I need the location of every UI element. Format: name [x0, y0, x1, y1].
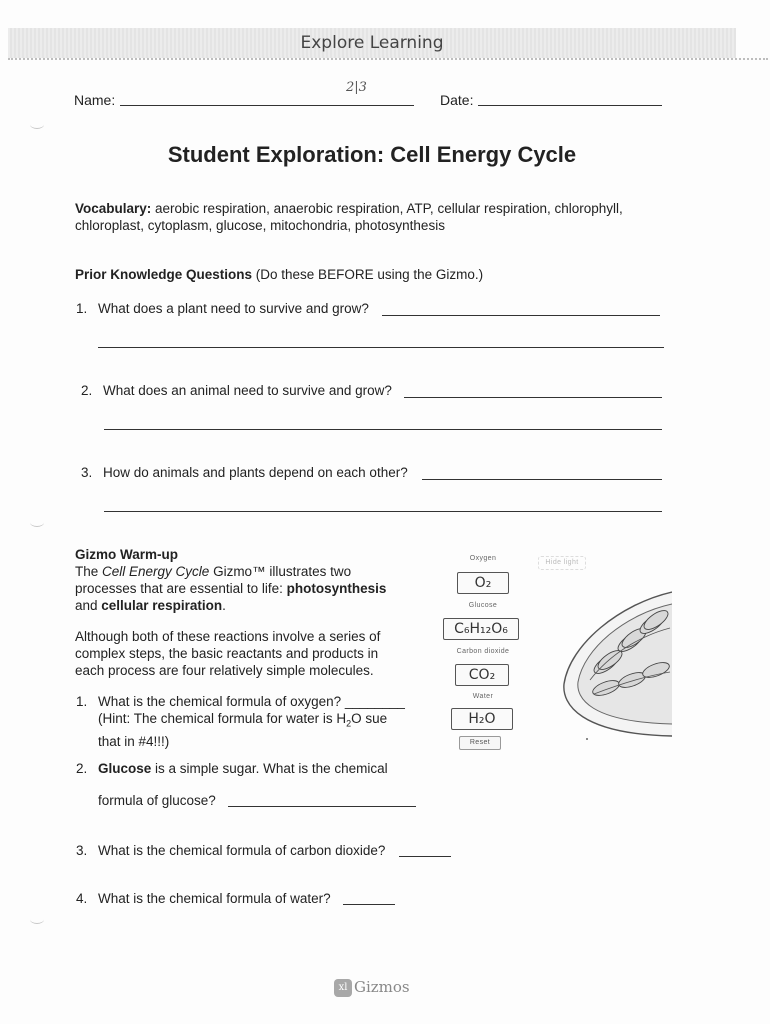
punch-hole-mark	[30, 120, 44, 129]
prior-knowledge-note: (Do these BEFORE using the Gizmo.)	[252, 267, 484, 282]
warmup-paragraph	[75, 628, 425, 679]
vocabulary-block	[75, 200, 695, 234]
chloroplast-illustration	[560, 584, 672, 738]
handwritten-note: 2|3	[346, 80, 367, 95]
date-field[interactable]	[478, 105, 662, 106]
term-cellular-respiration: cellular respiration	[101, 598, 223, 613]
intro-text: and	[75, 598, 102, 613]
date-label: Date:	[440, 92, 474, 108]
answer-line[interactable]	[422, 479, 662, 480]
name-label: Name:	[74, 92, 116, 108]
term-photosynthesis: photosynthesis	[286, 581, 387, 596]
gizmo-name: Cell Energy Cycle	[102, 564, 210, 579]
oxygen-molecule-button[interactable]: O₂	[457, 572, 509, 594]
vocabulary-label: Vocabulary:	[75, 201, 152, 216]
intro-text: processes that are essential to life:	[75, 581, 287, 596]
term-glucose: Glucose	[98, 761, 152, 776]
answer-line[interactable]	[228, 806, 416, 807]
warmup-question-1	[98, 693, 428, 750]
page-title: Student Exploration: Cell Energy Cycle	[167, 142, 577, 167]
hide-light-button[interactable]: Hide light	[538, 556, 586, 570]
intro-text: .	[222, 598, 226, 613]
vocabulary-line2: chloroplast, cytoplasm, glucose, mitochondria, photosynthesis	[75, 218, 445, 233]
paragraph-line: each process are four relatively simple molecules.	[75, 663, 374, 678]
footer-logo	[334, 978, 410, 997]
paragraph-line: Although both of these reactions involve a series of	[75, 629, 381, 644]
carbon-dioxide-label: Carbon dioxide	[456, 648, 510, 655]
answer-line[interactable]	[104, 429, 662, 430]
warmup-question-2-line2: formula of glucose?	[98, 793, 216, 808]
intro-text: Gizmo™ illustrates two	[209, 564, 352, 579]
brand-logo: Explore Learning	[300, 33, 444, 53]
subscript: 2	[346, 718, 352, 729]
question-number: 3.	[76, 843, 88, 858]
name-field[interactable]	[120, 105, 414, 106]
answer-line[interactable]	[104, 511, 662, 512]
warmup-question-4: What is the chemical formula of water?	[98, 891, 331, 906]
glucose-molecule-button[interactable]: C₆H₁₂O₆	[443, 618, 519, 640]
carbon-dioxide-molecule-button[interactable]: CO₂	[455, 664, 509, 686]
question-text: is a simple sugar. What is the chemical	[151, 761, 388, 776]
question-number: 4.	[76, 891, 88, 906]
question-number: 3.	[81, 465, 93, 480]
footer-logo-text: Gizmos	[354, 978, 410, 996]
question-text: that in #4!!!)	[98, 733, 170, 749]
glucose-label: Glucose	[468, 602, 498, 609]
question-number: 2.	[76, 761, 88, 776]
question-text: What is the chemical formula of oxygen? ________	[98, 694, 405, 709]
intro-text: The	[75, 564, 103, 579]
reset-button[interactable]: Reset	[459, 736, 501, 750]
answer-line[interactable]	[343, 904, 395, 905]
warmup-intro	[75, 563, 425, 614]
question-3-text: How do animals and plants depend on each other?	[103, 465, 408, 480]
question-number: 1.	[76, 694, 88, 709]
warmup-question-2	[98, 760, 388, 777]
vocabulary-line1: aerobic respiration, anaerobic respiration, ATP, cellular respiration, chlorophyll,	[151, 201, 623, 216]
oxygen-label: Oxygen	[469, 555, 497, 562]
answer-line[interactable]	[404, 397, 662, 398]
punch-hole-mark	[30, 518, 44, 527]
question-number: 2.	[81, 383, 93, 398]
header-divider	[8, 58, 768, 60]
paragraph-line: complex steps, the basic reactants and products in	[75, 646, 379, 661]
question-1-text: What does a plant need to survive and grow?	[98, 301, 369, 316]
answer-line[interactable]	[98, 347, 664, 348]
warmup-heading: Gizmo Warm-up	[75, 547, 178, 562]
gizmos-logo-icon: xl	[334, 979, 352, 997]
answer-line[interactable]	[399, 856, 451, 857]
prior-knowledge-title: Prior Knowledge Questions	[75, 267, 253, 282]
water-label: Water	[472, 693, 494, 700]
question-number: 1.	[76, 301, 88, 316]
question-text: O sue	[351, 711, 388, 726]
question-text: (Hint: The chemical formula for water is H	[98, 711, 347, 726]
question-2-text: What does an animal need to survive and grow?	[103, 383, 392, 398]
prior-knowledge-heading	[75, 266, 483, 283]
punch-hole-mark	[30, 915, 44, 924]
answer-line[interactable]	[382, 315, 660, 316]
warmup-question-3: What is the chemical formula of carbon dioxide?	[98, 843, 386, 858]
speck	[586, 738, 588, 740]
water-molecule-button[interactable]: H₂O	[451, 708, 513, 730]
